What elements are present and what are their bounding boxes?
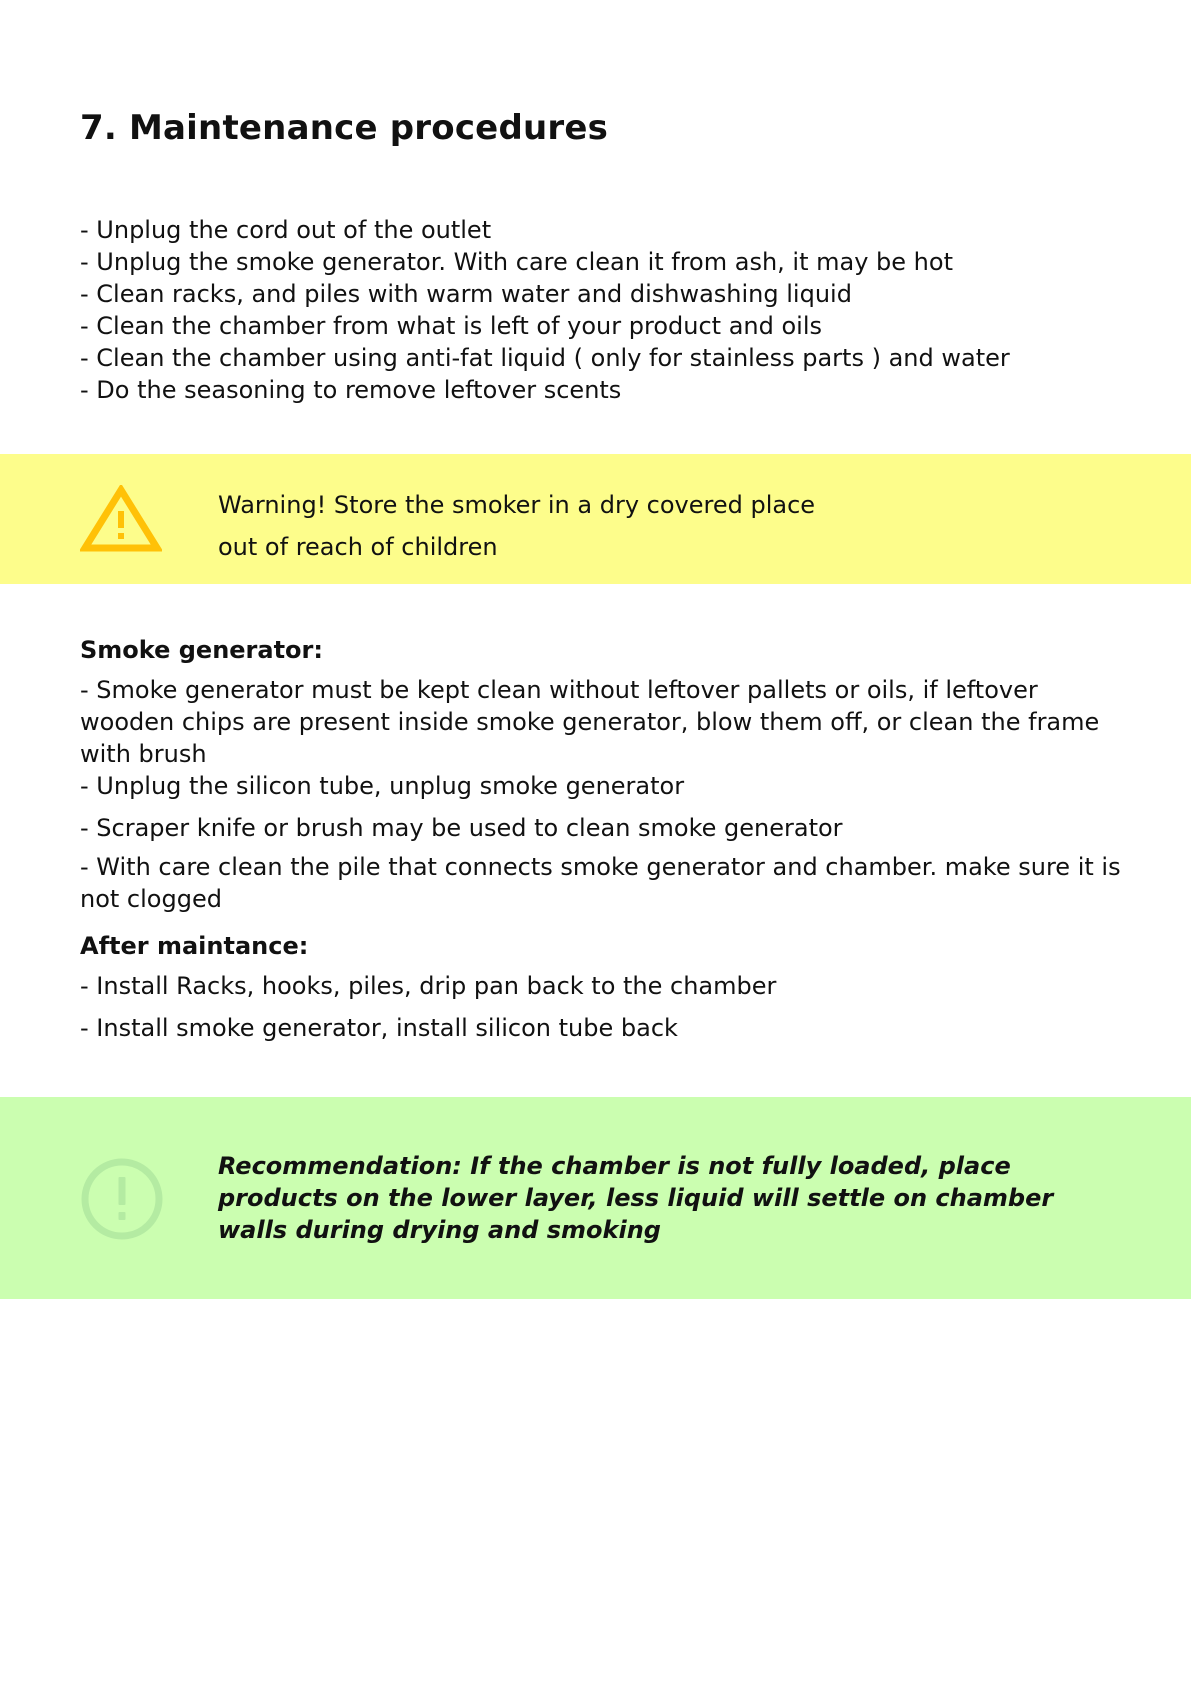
exclamation-circle-icon (80, 1157, 164, 1245)
warning-banner (0, 454, 1191, 584)
list-item: - Smoke generator must be kept clean without leftover pallets or oils, if leftover wooden chips are present inside smoke generator, blow them off, or clean the frame with brush (80, 676, 1100, 768)
warning-line: out of reach of children (218, 533, 498, 561)
list-item: - Clean the chamber from what is left of your product and oils (80, 312, 822, 340)
section-heading: Smoke generator: (80, 636, 323, 664)
smoke-generator-section (80, 634, 1130, 915)
list-item: - Clean racks, and piles with warm water and dishwashing liquid (80, 280, 852, 308)
maintenance-steps-list (80, 214, 1010, 406)
section-heading: After maintance: (80, 932, 309, 960)
warning-message (218, 484, 815, 568)
warning-line: Warning! Store the smoker in a dry covered place (218, 491, 816, 519)
list-item: - Install smoke generator, install silicon tube back (80, 1014, 678, 1042)
list-item: - Clean the chamber using anti-fat liquid ( only for stainless parts ) and water (80, 344, 1010, 372)
list-item: - With care clean the pile that connects smoke generator and chamber. make sure it is not clogged (80, 853, 1121, 913)
warning-triangle-icon (80, 485, 162, 557)
smoke-generator-list (80, 674, 1130, 915)
list-item: - Do the seasoning to remove leftover scents (80, 376, 622, 404)
list-item: - Unplug the smoke generator. With care clean it from ash, it may be hot (80, 248, 953, 276)
page-title: 7. Maintenance procedures (80, 108, 609, 148)
recommendation-message: Recommendation: If the chamber is not fully loaded, place products on the lower layer, less liquid will settle on chamber walls during drying and smoking (218, 1152, 1054, 1244)
list-item: - Install Racks, hooks, piles, drip pan back to the chamber (80, 972, 777, 1000)
recommendation-banner (0, 1097, 1191, 1299)
after-maintenance-list (80, 970, 1130, 1044)
list-item: - Unplug the silicon tube, unplug smoke generator (80, 772, 685, 800)
list-item: - Scraper knife or brush may be used to clean smoke generator (80, 814, 843, 842)
list-item: - Unplug the cord out of the outlet (80, 216, 492, 244)
after-maintenance-section (80, 930, 1130, 1054)
